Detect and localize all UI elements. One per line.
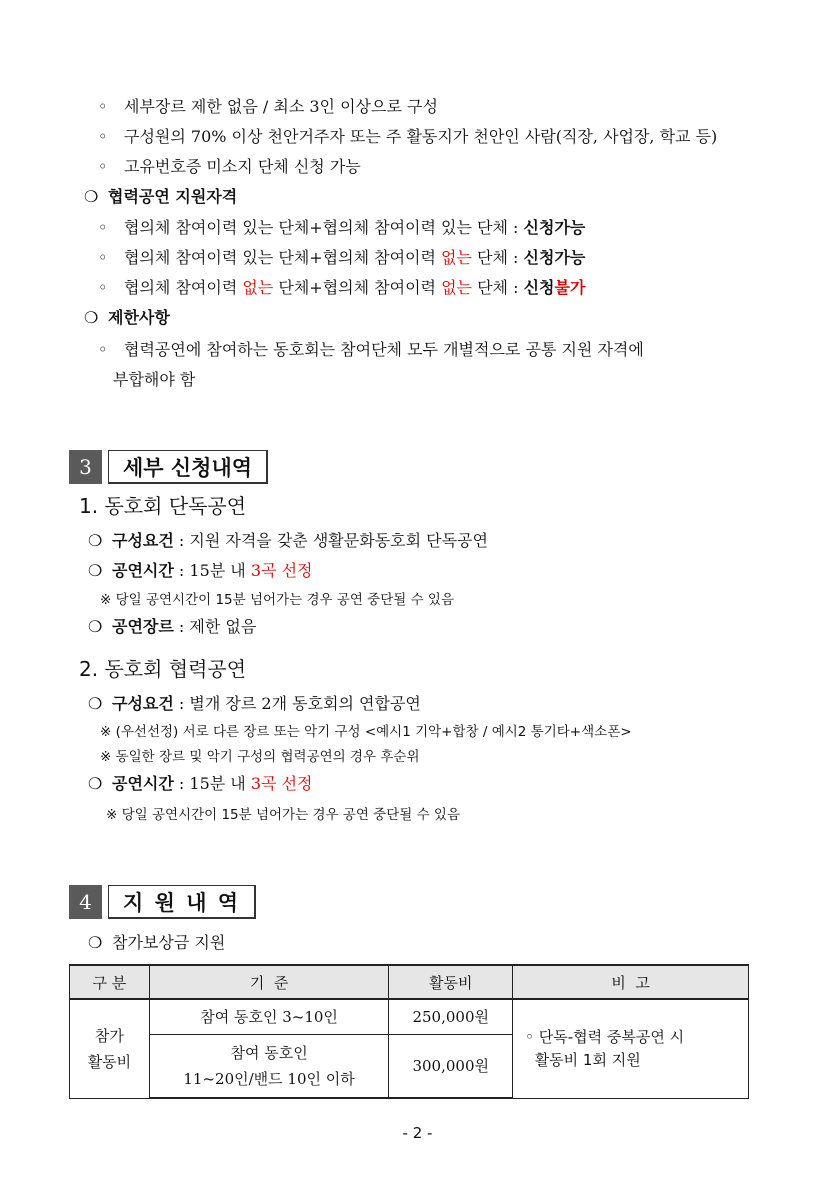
table-row [70, 999, 749, 1034]
category-cell: 참가 활동비 [70, 999, 150, 1098]
collab-note-same-genre: ※ 동일한 장르 및 악기 구성의 협력공연의 경우 후순위 [100, 749, 420, 765]
column-header: 비 고 [513, 965, 749, 999]
collab-note-time: ※ 당일 공연시간이 15분 넘어가는 경우 공연 중단될 수 있음 [106, 807, 461, 823]
solo-time [88, 561, 312, 581]
subsection-title-solo: 1. 동호회 단독공연 [79, 494, 247, 518]
heading-text: 협력공연 지원자격 [108, 187, 238, 206]
rule-text: 협의체 참여이력 있는 단체+협의체 참여이력 있는 단체 : [124, 218, 524, 237]
support-table [69, 964, 749, 1099]
collab-rule-row [98, 248, 585, 268]
bullet-text: 세부장르 제한 없음 / 최소 3인 이상으로 구성 [124, 97, 438, 116]
circle-bullet-icon: ❍ [88, 933, 103, 952]
rule-text: 협의체 참여이력 [124, 278, 243, 297]
amount-cell: 250,000원 [389, 999, 513, 1034]
value: : 15분 내 [173, 774, 251, 793]
label: 구성요건 [112, 531, 174, 550]
value: : 별개 장르 2개 동호회의 연합공연 [173, 694, 421, 713]
collab-requirement [88, 694, 421, 714]
reward-heading [88, 933, 225, 953]
restriction-text: 협력공연에 참여하는 동호회는 참여단체 모두 개별적으로 공통 지원 자격에 [124, 340, 644, 359]
bullet-dot-icon: ◦ [98, 340, 108, 359]
circle-bullet-icon: ❍ [88, 774, 103, 793]
bullet-dot-icon: ◦ [98, 157, 108, 176]
restriction-heading [84, 308, 170, 328]
value: : 15분 내 [173, 561, 251, 580]
eligibility-bullet [98, 157, 361, 177]
column-header: 구 분 [70, 965, 150, 999]
restriction-bullet [98, 340, 644, 360]
circle-bullet-icon: ❍ [88, 531, 103, 550]
value-highlight: 3곡 선정 [250, 561, 313, 580]
solo-requirement [88, 531, 488, 551]
rule-result: 신청 [523, 278, 555, 297]
label: 구성요건 [112, 694, 174, 713]
rule-text: 협의체 참여이력 있는 단체+협의체 참여이력 [124, 248, 442, 267]
circle-bullet-icon: ❍ [88, 561, 103, 580]
rule-result-negative: 불가 [554, 278, 586, 297]
circle-bullet-icon: ❍ [84, 187, 99, 206]
column-header: 기 준 [149, 965, 389, 999]
rule-negative: 없는 [242, 278, 274, 297]
section-number: 4 [69, 885, 102, 919]
value: : 지원 자격을 갖춘 생활문화동호회 단독공연 [173, 531, 488, 550]
label: 공연장르 [112, 617, 174, 636]
bullet-dot-icon: ◦ [98, 97, 108, 116]
circle-bullet-icon: ❍ [88, 617, 103, 636]
section-title: 지 원 내 역 [108, 885, 256, 919]
rule-text: 단체 : [471, 248, 524, 267]
subsection-title-collab: 2. 동호회 협력공연 [79, 657, 247, 681]
rule-result: 신청가능 [523, 218, 586, 237]
bullet-dot-icon: ◦ [98, 248, 108, 267]
solo-genre [88, 617, 256, 637]
bullet-dot-icon: ◦ [98, 218, 108, 237]
bullet-dot-icon: ◦ [98, 278, 108, 297]
label: 공연시간 [112, 561, 174, 580]
circle-bullet-icon: ❍ [84, 308, 99, 327]
criteria-cell: 참여 동호인 3~10인 [149, 999, 389, 1034]
bullet-text: 고유번호증 미소지 단체 신청 가능 [124, 157, 361, 176]
criteria-cell: 참여 동호인 11~20인/밴드 10인 이하 [149, 1034, 389, 1098]
eligibility-bullet [98, 127, 717, 147]
restriction-continued: 부합해야 함 [113, 370, 196, 389]
label: 공연시간 [112, 774, 174, 793]
value: : 제한 없음 [173, 617, 257, 636]
section-number: 3 [69, 450, 102, 484]
collab-note-priority: ※ (우선선정) 서로 다른 장르 또는 악기 구성 <예시1 기악+합창 / 예시2 통기타+색소폰> [100, 724, 632, 740]
eligibility-bullet [98, 97, 438, 117]
collab-rule-row [98, 278, 585, 298]
rule-negative: 없는 [441, 278, 472, 297]
collab-time [88, 774, 312, 794]
page-number: - 2 - [402, 1124, 433, 1142]
bullet-dot-icon: ◦ [98, 127, 108, 146]
column-header: 활동비 [389, 965, 513, 999]
value-highlight: 3곡 선정 [250, 774, 313, 793]
section-header-3 [69, 450, 268, 484]
remark-cell: ◦ 단독-협력 중복공연 시 활동비 1회 지원 [513, 999, 749, 1098]
rule-text: 단체 : [472, 278, 524, 297]
rule-text: 단체+협의체 참여이력 [273, 278, 442, 297]
circle-bullet-icon: ❍ [88, 694, 103, 713]
solo-note: ※ 당일 공연시간이 15분 넘어가는 경우 공연 중단될 수 있음 [100, 592, 455, 608]
collab-eligibility-heading [84, 187, 237, 207]
amount-cell: 300,000원 [389, 1034, 513, 1098]
rule-result: 신청가능 [523, 248, 586, 267]
section-title: 세부 신청내역 [108, 450, 268, 484]
section-header-4 [69, 885, 256, 919]
table-header-row [70, 965, 749, 999]
heading-text: 제한사항 [108, 308, 170, 327]
collab-rule-row [98, 218, 585, 238]
bullet-text: 구성원의 70% 이상 천안거주자 또는 주 활동지가 천안인 사람(직장, 사업장, 학교 등) [124, 127, 718, 146]
heading-text: 참가보상금 지원 [112, 933, 226, 952]
rule-negative: 없는 [441, 248, 472, 267]
